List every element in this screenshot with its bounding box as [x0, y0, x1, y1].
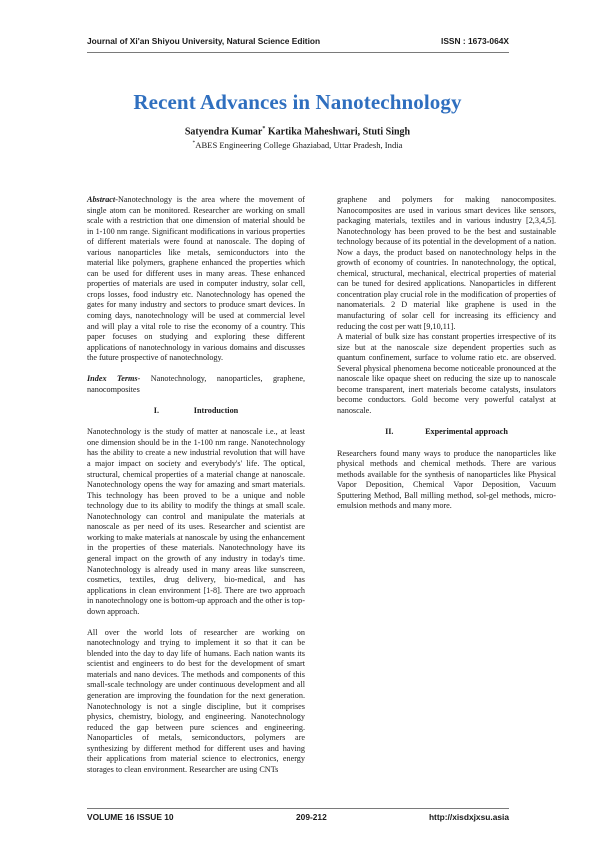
experimental-paragraph-1: Researchers found many ways to produce the nanoparticles like physical methods and chemical methods. There are various methods available for the synthesis of nanoparticles like Physical Vapor Deposition, Chemical Vapor Deposition, Vacuum Sputtering Method, Ball milling method, sol-gel methods, micro-emulsion methods and many more.: [337, 448, 556, 511]
section-title: Experimental approach: [425, 426, 508, 436]
right-column: [337, 195, 556, 522]
intro-paragraph-2: All over the world lots of researcher are working on nanotechnology and trying to implement it so that it can be blended into the day to day life of humans. Each nation wants its scientist and engineers to do best for the development of smart materials and nano devices. The methods and components of this small-scale technology are under continuous development and all generation are improving the foundation for the next generation. Nanotechnology is not a single discipline, but it comprises physics, chemistry, biology, and engineering. Nanotechnology reduced the gap between pure sciences and engineering. Nanoparticles of metals, semiconductors, polymers are synthesizing by different method for different uses and having their applications from material science to electronics, energy storages to clean environment. Researcher are using CNTs: [87, 627, 305, 774]
journal-url: http://xisdxjxsu.asia: [428, 812, 509, 822]
section-title: Introduction: [193, 405, 239, 415]
affiliation-text: ABES Engineering College Ghaziabad, Uttar Pradesh, India: [195, 140, 403, 150]
affiliation-marker: *: [192, 140, 196, 147]
co-authors: Kartika Maheshwari, Stuti Singh: [265, 126, 411, 138]
intro-paragraph-2-continued: graphene and polymers for making nanocomposites. Nanocomposites are used in various smart devices like sensors, packaging materials, textiles and in various industry [2,3,4,5]. Nanotechnology has been proved to be the best and sustainable technology because of its potential in the development of a nation. Now a days, the product based on nanotechnology helps in the growth of economy of countries. In nanotechnology, the optical, chemical, structural, mechanical, electrical properties of material can be tuned for desired applications. Nanoparticles in different concentration play crucial role in the modification of properties of nanomaterials. 2 D material like graphene is used in the manufacturing of solar cell for increasing its efficiency and reducing the cost per watt [9,10,11].: [337, 195, 556, 331]
section-heading-introduction: [87, 406, 305, 417]
index-terms-label: Index Terms-: [87, 374, 141, 384]
issn: ISSN : 1673-064X: [441, 36, 509, 46]
abstract-text: Nanotechnology is the area where the movement of single atom can be monitored. Researcher are working on small scale with a restriction that one dimension of material should be in 1-100 nm range. Significant modifications in various properties of different materials were found at nanoscale. The doping of various nanoparticles like metals, semiconductors into the material like polymers, graphene enhanced the properties which can be used for different uses in many areas. These enhanced properties of materials are used in computer industry, solar cell, crops losses, food industry etc. Nanotechnology has opened the gates for many industry and sectors to produce smart devices. In coming days, nanotechnology will be used at commercial level and will play a vital role to rise the economy of a country. This paper focuses on studying and exploring these different applications of nanotechnology in various domains and discusses the future prospective of nanotechnology.: [87, 195, 305, 363]
abstract: [87, 195, 305, 364]
section-heading-experimental: [337, 427, 556, 438]
running-header: [87, 36, 509, 50]
intro-paragraph-1: Nanotechnology is the study of matter at nanoscale i.e., at least one dimension should be in the 1-100 nm range. Nanotechnology has the ability to create a new industrial revolution that will have a major impact on society and everybody's' life. The optical, structural, chemical properties of a material change at nanoscale. Nanotechnology opens the way for amazing and smart materials. This technology has been proved to be a unique and noble technology due to its ability to modify the things at small scale. Nanotechnology can control and manipulate the materials at nanoscale as per need of its uses. Researcher and scientist are working to make materials at nanoscale by using the enhancement in the properties of these materials. Nanotechnology have its general impact on the growth of any industry in today's time. Nanotechnology is already used in many areas like sunscreen, cosmetics, textiles, drug delivery, bio-medical, and has applications in clean environment [1-8]. There are two approach in nanotechnology one is bottom-up approach and the other is top-down approach.: [87, 427, 305, 616]
author-list: [0, 126, 595, 137]
header-divider: [87, 52, 509, 53]
volume-issue: VOLUME 16 ISSUE 10: [87, 812, 174, 822]
page-range: 209-212: [296, 812, 327, 822]
running-footer: [87, 812, 509, 824]
footer-divider: [87, 808, 509, 809]
author-marker: *: [262, 126, 266, 132]
abstract-label: Abstract-: [87, 195, 118, 204]
left-column: [87, 195, 305, 775]
first-author: Satyendra Kumar: [184, 126, 263, 138]
intro-paragraph-3: A material of bulk size has constant properties irrespective of its size but at the nanoscale size dependent properties such as quantum confinement, surface to volume ratio etc. are observed. Several physical phenomena become noticeable pronounced at the nanoscale like opaque sheet on reducing the size up to nanoscale become transparent, inert materials become catalysts, insulators become conductors. Gold become very powerful catalyst at nanoscale.: [337, 332, 556, 415]
index-terms: [87, 374, 305, 395]
section-number: I.: [153, 405, 160, 415]
index-terms-text: Nanotechnology, nanoparticles, graphene, nanocomposites: [87, 374, 305, 394]
paper-title: Recent Advances in Nanotechnology: [133, 90, 462, 114]
affiliation: [0, 140, 595, 150]
section-number: II.: [385, 426, 394, 436]
journal-name: Journal of Xi'an Shiyou University, Natural Science Edition: [87, 36, 321, 46]
